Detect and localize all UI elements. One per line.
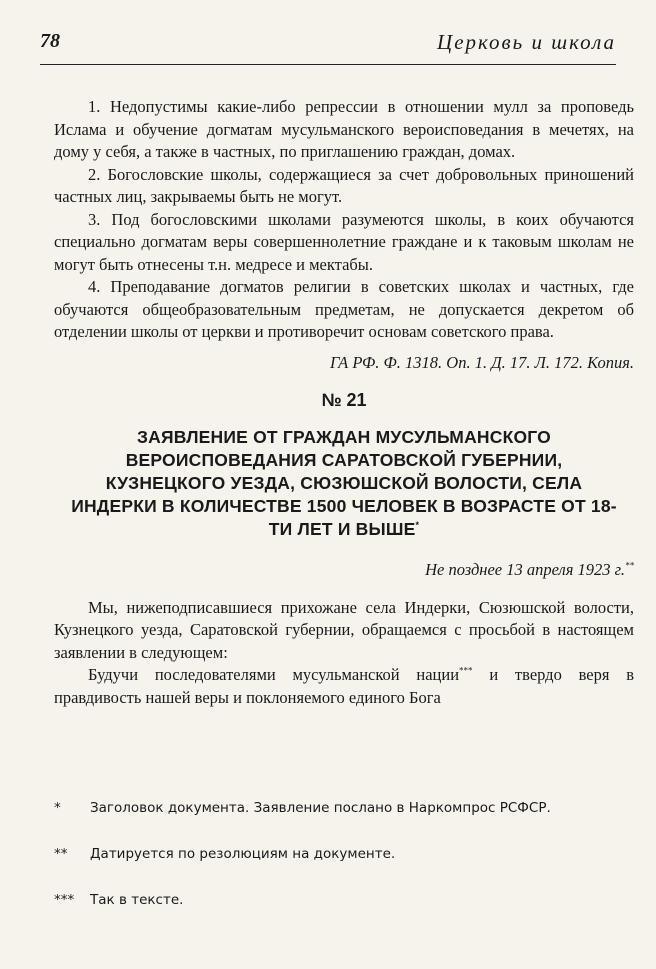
footnote-3 [54, 892, 634, 908]
page-body [54, 96, 634, 709]
paragraph-2: 2. Богословские школы, содержащиеся за счет добровольных приношений частных лиц, закрываемы быть не могут. [54, 164, 634, 206]
paragraph-4: 4. Преподавание догматов религии в советских школах и частных, где обучаются общеобразовательным предметам, не допускается декретом об отделении школы от церкви и противоречит основам советского права. [54, 277, 634, 341]
paragraph-3: 3. Под богословскими школами разумеются школы, в коих обучаются специально догматам веры совершеннолетние граждане и к таковым школам не могут быть отнесены т.н. медресе и мектабы. [54, 209, 634, 274]
footnote-3-text: Так в тексте. [90, 892, 184, 908]
footnote-1 [54, 800, 634, 816]
footnote-3-mark: *** [54, 892, 75, 908]
document-date-text: Не позднее 13 апреля 1923 г. [425, 559, 625, 579]
document-date [54, 559, 634, 581]
document-number: № 21 [321, 389, 367, 410]
paragraph-1: 1. Недопустимы какие-либо репрессии в отношении мулл за проповедь Ислама и обучение догматам мусульманского вероисповедания в мечетях, на дому у себя, а также в частных, по приглашению граждан, домах. [54, 97, 634, 161]
date-footnote-mark: ** [625, 560, 634, 570]
archive-source: ГА РФ. Ф. 1318. Оп. 1. Д. 17. Л. 172. Копия. [330, 352, 634, 372]
document-title [64, 426, 624, 541]
document-title-text: ЗАЯВЛЕНИЕ ОТ ГРАЖДАН МУСУЛЬМАНСКОГО ВЕРОИСПОВЕДАНИЯ САРАТОВСКОЙ ГУБЕРНИИ, КУЗНЕЦКОГО УЕЗДА, СЮЗЮШСКОЙ ВОЛОСТИ, СЕЛА ИНДЕРКИ В КОЛИЧЕСТВЕ 1500 ЧЕЛОВЕК В ВОЗРАСТЕ ОТ 18-ТИ ЛЕТ И ВЫШЕ [71, 426, 617, 539]
running-title: Церковь и школа [437, 30, 616, 54]
footnote-2-text: Датируется по резолюциям на документе. [90, 846, 396, 862]
letter-text [54, 597, 634, 710]
letter-p2-end: и твердо веря в правдивость нашей веры и поклоняемого единого Бога [54, 665, 634, 707]
footnote-1-text: Заголовок документа. Заявление послано в Наркомпрос РСФСР. [90, 800, 551, 816]
footnote-2 [54, 846, 634, 862]
letter-p2-start: Будучи последователями мусульманской нации [88, 665, 460, 684]
footnote-1-mark: * [54, 800, 61, 816]
title-footnote-mark: * [415, 519, 420, 530]
page-header [40, 30, 616, 60]
page-number: 78 [40, 30, 60, 52]
footnote-2-mark: ** [54, 846, 68, 862]
letter-paragraph-2 [54, 664, 634, 709]
nation-footnote-mark: *** [459, 665, 473, 676]
header-rule [40, 64, 616, 65]
letter-paragraph-1: Мы, нижеподписавшиеся прихожане села Индерки, Сюзюшской волости, Кузнецкого уезда, Саратовской губернии, обращаемся с просьбой в настоящем заявлении в следующем: [54, 597, 634, 662]
